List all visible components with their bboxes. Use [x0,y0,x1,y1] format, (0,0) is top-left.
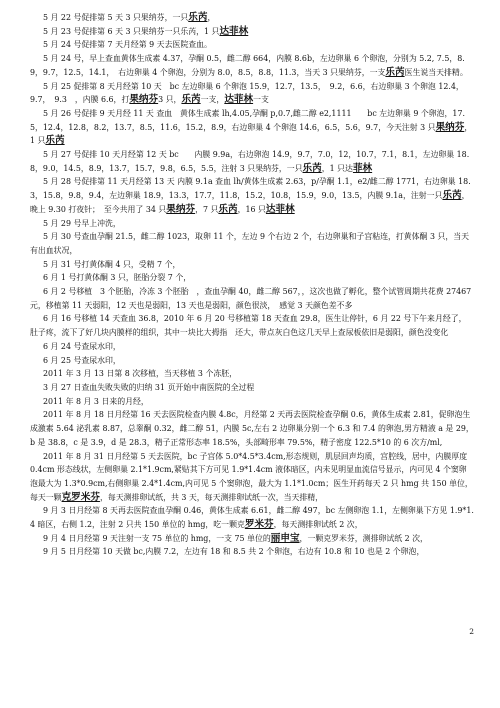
paragraph-text: 6 月 1 号打黄体酮 3 只，胚胎分裂 7 个， [43,273,192,283]
paragraph-text: 9 月 4 日月经第 9 天注射一支 75 单位的 hmg，一支 75 单位的 [43,533,271,543]
paragraph-text: 2011 年 8 月 31 日月经第 5 天去医院，bc 子宫体 5.0*4.5*3.4cm,形态规则，肌层回声均质，宫腔线，居中，内膜厚度 0.4cm 形态线状，左侧卵巢 2.1*1.9cm,紧贴其下方可见 1.9*1.4cm 液体暗区，内未见明显血流信号显示，内可见 4 个窦卵泡最大为 1.3*0.9cm,右侧卵巢 2.4*1.4cm,内可见 5 个窦卵泡，最大为 1.1*1.0cm；医生开药每天 2 只 hmg 共 150 单位，每天一颗 [30,451,473,502]
paragraph-text: 3 月 27 日查血失败失败的归纳 31 页开始中南医院的全过程 [43,382,255,392]
paragraph [30,217,474,231]
paragraph-text: 5 月 30 号查血孕酮 21.5，雌二醇 1023，取卵 11 个，左边 9 个右边 2 个，右边卵巢和子宫粘连，打黄体酮 3 只，当天有出血状况， [30,232,470,255]
paragraph [30,52,474,79]
paragraph [30,230,474,257]
paragraph-text: 5 月 26 号促排 9 天月经 11 天 查血 黄体生成素 lh,4.05,孕酮 p,0.7,雌二醇 e2,1111 bc 左边卵巢 9 个卵泡，17.5，12.4，12.8，8.2，13.7，8.5，11.6，15.2，8.9，右边卵巢 4 个卵泡 14.6，6.5，5.6，9.7，今天注射 3 只 [30,108,465,132]
drug-name-highlight: 乐芮 [385,66,405,78]
paragraph-text: 5 月 22 号促排第 5 天 3 只果纳芬，一只 [43,13,189,22]
paragraph [30,340,474,354]
drug-name-highlight: 果纳芬 [129,94,159,106]
paragraph [30,271,474,285]
paragraph [30,395,474,409]
paragraph-text: ，每天测排卵试纸，共 3 天，每天测排卵试纸一次，当天排精， [99,492,324,502]
paragraph-text: 2011 年 8 月 18 日月经第 16 天去医院检查内膜 4.8c，月经第 2 天再去医院检查孕酮 0.6，黄体生成素 2.81，促卵泡生成激素 5.64 泌乳素 8.87，总睾酮 0.32，雌二醇 51，内膜 5c,左右 2 边卵巢分别一个 6.3 和 7.4 的卵泡,男方精液 a 是 29，b 是 38.8，c 是 3.9，d 是 28.3，精子正常形态率 18.5%，头部畸形率 79.5%，精子密度 122.5*10 的 6 次方/ml, [30,410,474,447]
drug-name-highlight: 菲林 [352,162,373,174]
paragraph-text: ，一颗克罗米芬，测排卵试纸 2 次， [299,533,428,543]
paragraph-text: ，每天测排卵试纸 2 次， [273,520,363,530]
paragraph [30,354,474,368]
drug-name-highlight: 达菲林 [219,25,249,37]
paragraph [30,11,474,25]
paragraph [30,545,474,559]
paragraph-text: ，晚上 9.30 打夜针； 至今共用了 34 只 [30,191,470,214]
drug-name-highlight: 乐芮 [181,94,201,106]
paragraph-text: 5 月 31 号打黄体酮 4 只，受精 7 个， [43,259,181,269]
paragraph-text: 2011 年 3 月 13 日第 8 次移植，当天移植 3 个冻胚， [43,369,238,379]
paragraph-text: 一支， [200,95,225,105]
paragraph [30,285,474,312]
paragraph [30,107,474,148]
drug-name-highlight: 丽申宝 [270,532,300,544]
drug-name-highlight: 达菲林 [265,203,295,215]
paragraph-text: 5 月 27 号促排 10 天月经第 12 天 bc 内膜 9.9a，右边卵泡 14.9，9.7，7.0，12，10.7，7.1，8.1，左边卵巢 18.8，9.0，14.5，8.9，13.7，15.7，9.8，6.5，5.5，注射 3 只果纳芬，一只 [30,150,470,173]
paragraph [30,80,474,107]
drug-name-highlight: 乐芮 [442,190,462,202]
paragraph-text: ，1 只 [30,122,473,146]
paragraph-text: 5 月 23 号促排第 6 天 3 只果纳芬一只乐芮，1 只 [43,26,220,36]
drug-name-highlight: 乐芮 [218,203,238,215]
drug-name-highlight: 果纳芬 [166,203,196,215]
paragraph [30,175,474,216]
drug-name-highlight: 果纳芬 [435,121,465,133]
paragraph-text: ，16 只 [237,204,266,214]
drug-name-highlight: 达菲林 [224,94,254,106]
paragraph-text: ， [207,13,216,22]
paragraph [30,25,474,39]
paragraph [30,504,474,531]
paragraph [30,381,474,395]
paragraph [30,367,474,381]
paragraph-text: 6 月 24 号查尿水印， [43,341,121,351]
paragraph [30,148,474,175]
paragraph-text: ，1 只达 [321,163,353,173]
paragraph [30,408,474,449]
paragraph-text: 5 月 24 号促排第 7 天月经第 9 天去医院查血。 [43,40,212,50]
paragraph-text: 医生说当天排精。 [404,67,468,77]
drug-name-highlight: 乐芮 [188,12,208,23]
paragraph [30,312,474,339]
paragraph-text: 6 月 16 号移植 14 天查血 36.8，2010 年 6 月 20 号移植第 18 天查血 29.8，医生让停针，6 月 22 号下午来月经了，肚子疼，流下了好几块内膜样的组织，其中一块比大拇指 还大，带点灰白色这几天早上查尿板依旧是弱阳，颜色没变化 [30,314,467,338]
paragraph-text: 6 月 2 号移植 3 个胚胎，冷冻 3 个胚胎 ，查血孕酮 40，雌二醇 567，，这次也做了孵化，整个试管周期共花费 27467 元，移植第 11 天弱阳，12 天也是弱阳，13 天也是弱阳，颜色很淡， 感觉 3 天颜色差不多 [30,287,472,310]
paragraph [30,258,474,272]
document-body [30,11,474,559]
page-number: 2 [469,627,474,636]
drug-name-highlight: 罗米芬 [244,519,274,531]
paragraph-text: 9 月 3 日月经第 8 天再去医院查血孕酮 0.46，黄体生成素 6.61，雌二醇 497，bc 左侧卵泡 1.1，左侧卵巢下方见 1.9*1.4 暗区，右侧 1.2，注射 2 只共 150 单位的 hmg，吃一颗克 [30,506,474,530]
paragraph [30,532,474,546]
paragraph-text: 一支 [253,95,269,105]
paragraph [30,450,474,505]
paragraph-text: 3 只， [158,95,182,105]
paragraph-text: 5 月 24 号，早上查血黄体生成素 4.37，孕酮 0.5，雌二醇 664，内膜 8.6b，左边卵巢 6 个卵泡，分别为 5.2, 7.5，8.9，9.7，12.5，14.1， 右边卵巢 4 个卵泡，分别为 8.0，8.5，8.8，11.3，当天 3 只果纳芬，一支 [30,54,465,77]
paragraph [30,38,474,52]
paragraph-text: 5 月 28 号促排第 11 天月经第 13 天 内膜 9.1a 查血 lh/黄体生成素 2.63，p/孕酮 1.1，e2/雌二醇 1771，右边卵巢 18.3，15.8，9.8，9.4，左边卵巢 18.9，13.3，17.7，11.8，15.2，10.8，15.9，9.0，13.5，内膜 9.1a，注射一只 [30,177,471,201]
drug-name-highlight: 克罗米芬 [61,491,100,503]
paragraph-text: 6 月 25 号查尿水印， [43,355,121,365]
paragraph-text: 5 月 25 促排第 8 天月经第 10 天 bc 左边卵巢 6 个卵泡 15.9，12.7，13.5， 9.2，6.6，右边卵巢 3 个卵泡 12.4， 9.7， 9.3 ，内膜 6.6，打 [30,81,468,105]
drug-name-highlight: 乐芮 [302,162,322,174]
paragraph-text: 2011 年 8 月 3 日来的月经， [43,396,149,406]
paragraph-text: 9 月 5 日月经第 10 天做 bc,内膜 7.2，左边有 18 和 8.5 共 2 个卵泡，右边有 10.8 和 10 也是 2 个卵泡， [43,547,425,557]
paragraph-text: ，7 只 [195,204,219,214]
drug-name-highlight: 乐芮 [45,135,65,147]
paragraph-text: 5 月 29 号早上冲洗， [43,218,121,228]
